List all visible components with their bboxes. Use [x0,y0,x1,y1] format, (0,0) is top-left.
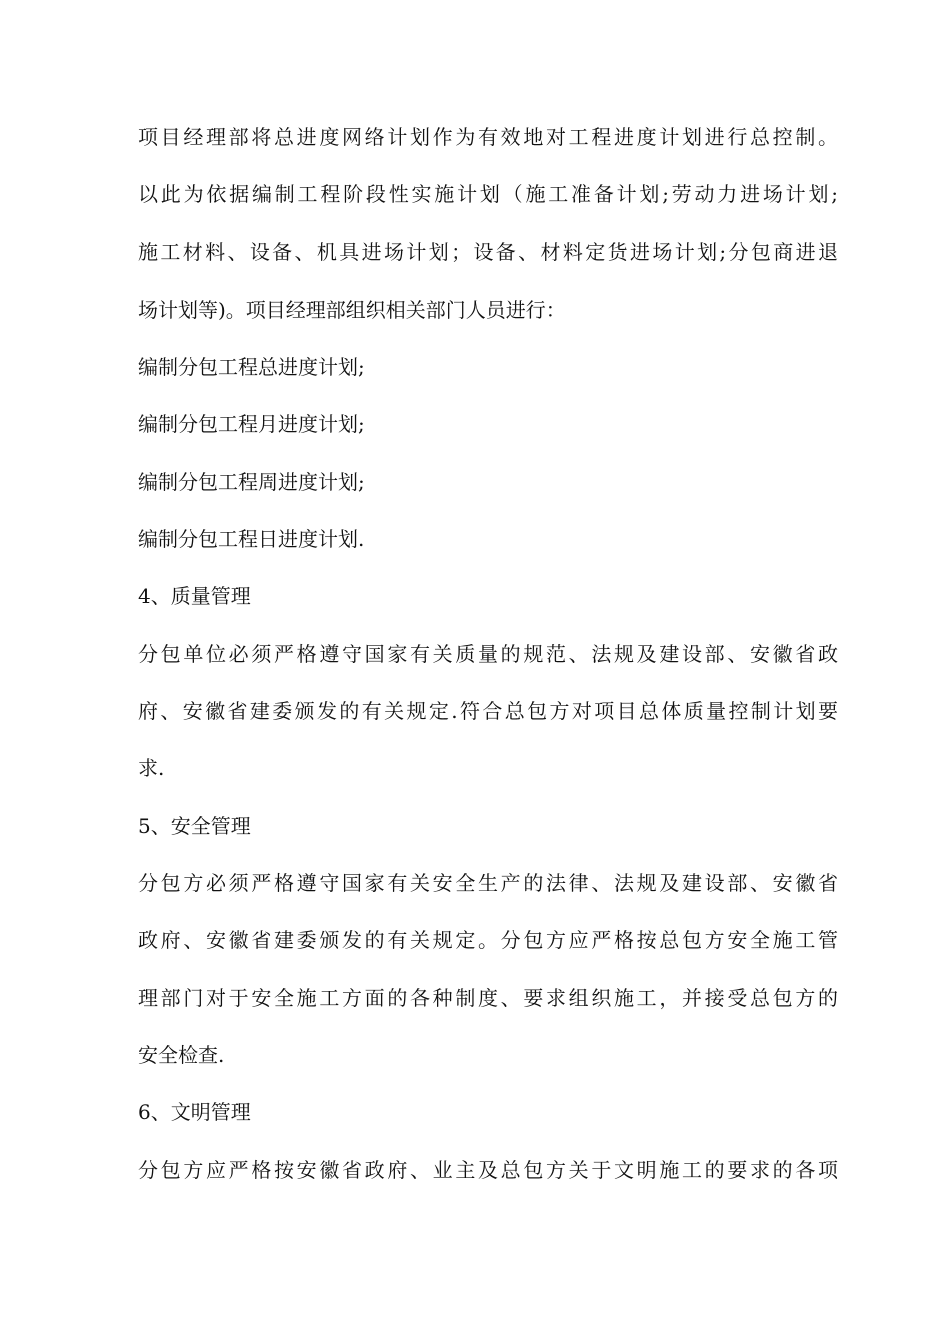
paragraph-line: 项目经理部将总进度网络计划作为有效地对工程进度计划进行总控制。 [138,125,838,149]
paragraph-line: 政府、安徽省建委颁发的有关规定。分包方应严格按总包方安全施工管 [138,928,838,952]
paragraph-line: 府、安徽省建委颁发的有关规定.符合总包方对项目总体质量控制计划要 [138,699,838,723]
paragraph-line: 理部门对于安全施工方面的各种制度、要求组织施工，并接受总包方的 [138,986,838,1010]
list-item: 编制分包工程总进度计划; [138,355,365,379]
paragraph-line: 分包方必须严格遵守国家有关安全生产的法律、法规及建设部、安徽省 [138,871,838,895]
section-heading: 6、文明管理 [138,1100,251,1124]
list-item: 编制分包工程月进度计划; [138,412,365,436]
paragraph-line: 求. [138,756,165,780]
paragraph-line: 场计划等)。项目经理部组织相关部门人员进行： [138,298,566,322]
paragraph-line: 分包单位必须严格遵守国家有关质量的规范、法规及建设部、安徽省政 [138,642,838,666]
section-heading: 4、质量管理 [138,584,251,608]
paragraph-line: 以此为依据编制工程阶段性实施计划（施工准备计划;劳动力进场计划; [138,182,838,206]
list-item: 编制分包工程周进度计划; [138,470,365,494]
paragraph-line: 分包方应严格按安徽省政府、业主及总包方关于文明施工的要求的各项 [138,1158,838,1182]
section-heading: 5、安全管理 [138,814,251,838]
list-item: 编制分包工程日进度计划. [138,527,365,551]
paragraph-line: 安全检查. [138,1043,225,1067]
paragraph-line: 施工材料、设备、机具进场计划；设备、材料定货进场计划;分包商进退 [138,240,838,264]
